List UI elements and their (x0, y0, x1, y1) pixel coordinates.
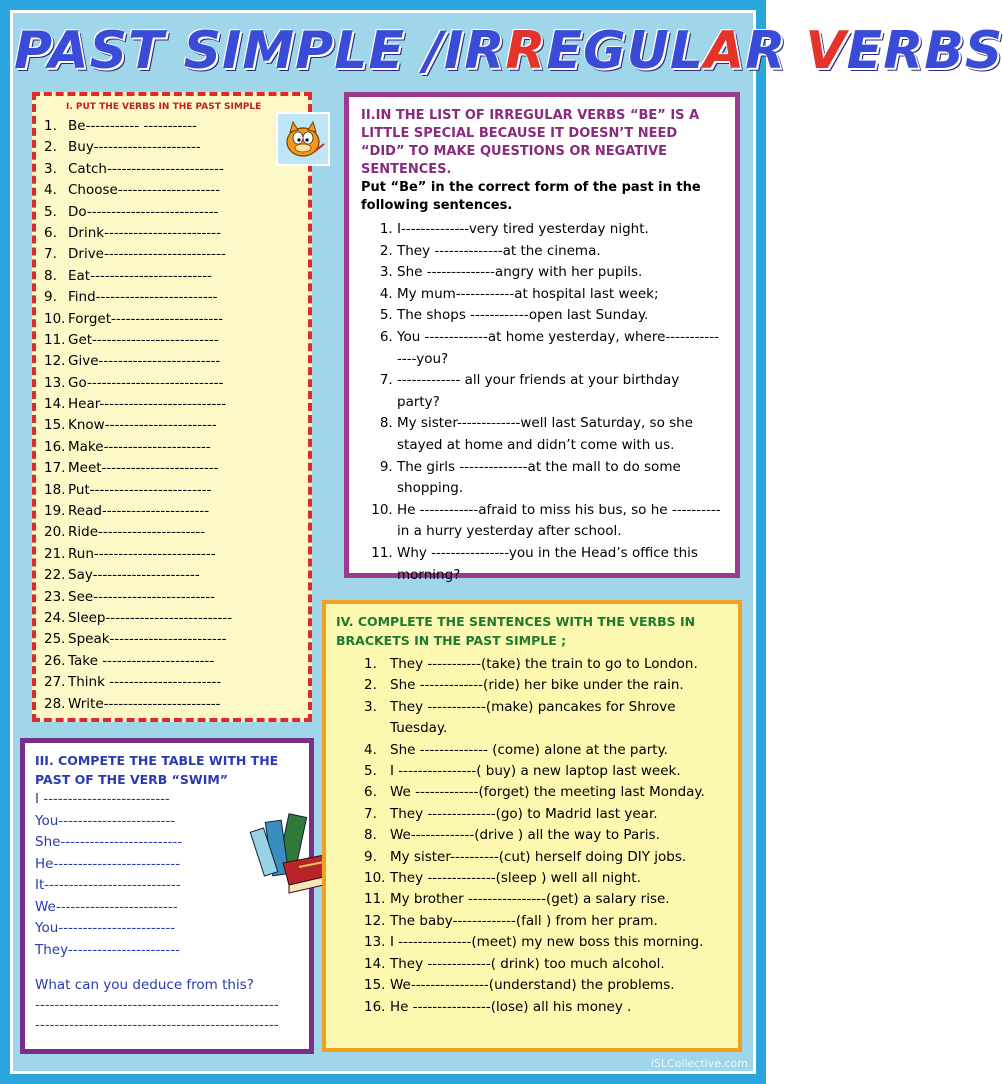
verb-list (44, 116, 300, 715)
item-text: He ----------------(lose) all his money . (390, 998, 632, 1015)
sentence-item (364, 889, 728, 910)
item-number: 14. (44, 396, 66, 413)
item-text: Eat------------------------- (68, 267, 212, 284)
sentence-item (364, 825, 728, 846)
item-number: 11. (364, 891, 386, 908)
section-instruction: Put “Be” in the correct form of the past in the following sentences. (361, 180, 701, 213)
item-text: Choose--------------------- (68, 182, 221, 199)
verb-item (44, 180, 300, 201)
verb-item (44, 223, 300, 244)
item-text: Think ----------------------- (68, 674, 222, 691)
item-number: 22. (44, 567, 66, 584)
pronoun-row: You------------------------ (35, 812, 176, 829)
verb-item (44, 608, 300, 629)
sentence-item (364, 911, 728, 932)
verb-item (44, 137, 300, 158)
sentence-item: 10. He ------------afraid to miss his bus, so he ----------in a hurry yesterday after school. (397, 500, 723, 543)
item-text: I ----------------( buy) a new laptop last week. (390, 763, 681, 780)
item-text: Put------------------------- (68, 481, 212, 498)
item-number: 18. (44, 481, 66, 498)
item-number: 19. (44, 503, 66, 520)
item-number: 28. (44, 695, 66, 712)
item-text: Read---------------------- (68, 503, 210, 520)
item-text: Speak------------------------ (68, 631, 227, 648)
item-number: 6. (364, 784, 377, 801)
sentence-item (364, 804, 728, 825)
verb-item (44, 394, 300, 415)
sentence-item (364, 847, 728, 868)
item-number: 4. (364, 741, 377, 758)
sentence-list (361, 219, 723, 586)
item-number: 10. (364, 870, 386, 887)
verb-item (44, 202, 300, 223)
answer-line: -------------------------------------------------- (35, 1017, 279, 1033)
item-number: 10. (44, 310, 66, 327)
sentence-item: 5. The shops ------------open last Sunday. (397, 305, 723, 327)
item-number: 16. (44, 438, 66, 455)
sentence-item: 1. I--------------very tired yesterday night. (397, 219, 723, 241)
sentence-item (364, 654, 728, 675)
item-text: She -------------- (come) alone at the party. (390, 741, 668, 758)
pronoun-row: She------------------------- (35, 834, 183, 850)
item-number: 6. (44, 224, 57, 241)
sentence-item (364, 782, 728, 803)
sentence-item (364, 954, 728, 975)
item-text: Do--------------------------- (68, 203, 219, 220)
item-number: 9. (364, 848, 377, 865)
item-text: Sleep-------------------------- (68, 609, 233, 626)
pronoun-row: We------------------------- (35, 898, 178, 915)
verb-item (44, 672, 300, 693)
item-text: I ---------------(meet) my new boss this morning. (390, 934, 704, 951)
item-number: 4. (44, 182, 57, 199)
verb-item (44, 415, 300, 436)
item-text: We----------------(understand) the problems. (390, 977, 675, 994)
item-text: Hear-------------------------- (68, 396, 227, 413)
item-number: 14. (364, 955, 386, 972)
sentence-item: 6. You -------------at home yesterday, where---------------you? (397, 327, 723, 370)
sentence-item: 4. My mum------------at hospital last week; (397, 284, 723, 306)
item-text: She -------------(ride) her bike under the rain. (390, 677, 684, 694)
sentence-item (364, 997, 728, 1018)
item-number: 5. (364, 763, 377, 780)
item-text: See------------------------- (68, 588, 215, 605)
verb-item (44, 437, 300, 458)
item-number: 8. (364, 827, 377, 844)
item-number: 25. (44, 631, 66, 648)
garfield-cat-image (276, 112, 330, 166)
sentence-item: 2. They --------------at the cinema. (397, 241, 723, 263)
section-swim-table (20, 738, 314, 1054)
item-text: They --------------(go) to Madrid last year. (390, 805, 658, 822)
item-text: They -------------( drink) too much alcohol. (390, 955, 665, 972)
item-text: They ------------(make) pancakes for Shrove Tuesday. (390, 698, 676, 737)
item-number: 23. (44, 588, 66, 605)
item-number: 11. (44, 331, 66, 348)
item-number: 7. (364, 805, 377, 822)
section-be-past (344, 92, 740, 583)
verb-item (44, 458, 300, 479)
item-text: Meet------------------------ (68, 460, 219, 477)
item-number: 17. (44, 460, 66, 477)
answer-line: -------------------------------------------------- (35, 997, 279, 1013)
verb-item (44, 629, 300, 650)
verb-item (44, 373, 300, 394)
section-heading: III. COMPETE THE TABLE WITH THE PAST OF THE VERB “SWIM” (35, 753, 279, 787)
sentence-item (364, 975, 728, 996)
deduce-question: What can you deduce from this? (35, 977, 254, 993)
item-number: 1. (44, 118, 57, 134)
verb-item (44, 159, 300, 180)
item-number: 27. (44, 674, 66, 691)
item-text: My brother ----------------(get) a salary rise. (390, 891, 670, 908)
sentence-item (364, 740, 728, 761)
item-number: 8. (44, 267, 57, 284)
pronoun-row: It---------------------------- (35, 877, 181, 893)
item-number: 1. (364, 656, 377, 672)
sentence-item: 9. The girls --------------at the mall to do some shopping. (397, 457, 723, 500)
item-number: 9. (44, 289, 57, 306)
sentence-list (336, 654, 728, 1018)
sentence-item: 3. She --------------angry with her pupils. (397, 262, 723, 284)
item-number: 24. (44, 609, 66, 626)
section-heading: IV. COMPLETE THE SENTENCES WITH THE VERBS IN BRACKETS IN THE PAST SIMPLE ; (336, 614, 696, 648)
sentence-item (364, 932, 728, 953)
sentence-item (364, 761, 728, 782)
item-text: Ride---------------------- (68, 524, 206, 541)
item-text: Take ----------------------- (68, 652, 215, 669)
item-text: They --------------(sleep ) well all night. (390, 870, 641, 887)
section-complete-sentences (322, 600, 742, 1052)
verb-item (44, 651, 300, 672)
section-heading: II.IN THE LIST OF IRREGULAR VERBS “BE” IS A LITTLE SPECIAL BECAUSE IT DOESN’T NEED “DID” TO MAKE QUESTIONS OR NEGATIVE SENTENCES. (361, 108, 700, 177)
item-text: They -----------(take) the train to go to London. (390, 656, 698, 672)
sentence-item (364, 697, 728, 740)
item-text: We -------------(forget) the meeting last Monday. (390, 784, 705, 801)
item-number: 2. (364, 677, 377, 694)
item-number: 15. (44, 417, 66, 434)
verb-item (44, 694, 300, 715)
item-number: 20. (44, 524, 66, 541)
item-number: 13. (364, 934, 386, 951)
page-title: PAST SIMPLE /IRREGULAR VERBS (14, 21, 1003, 81)
item-number: 13. (44, 374, 66, 391)
sentence-item (364, 675, 728, 696)
verb-item (44, 266, 300, 287)
verb-item (44, 565, 300, 586)
section-past-simple-list (32, 92, 312, 722)
item-text: Get-------------------------- (68, 331, 219, 348)
verb-item (44, 544, 300, 565)
item-text: Say---------------------- (68, 567, 200, 584)
pronoun-row: I -------------------------- (35, 791, 170, 807)
item-number: 5. (44, 203, 57, 220)
watermark: iSLCollective.com (650, 1057, 748, 1070)
verb-item (44, 244, 300, 265)
sentence-item: 8. My sister-------------well last Saturday, so she stayed at home and didn’t come with us. (397, 413, 723, 456)
item-text: Forget----------------------- (68, 310, 224, 327)
section-heading: I. PUT THE VERBS IN THE PAST SIMPLE (66, 102, 262, 112)
item-number: 21. (44, 545, 66, 562)
verb-item (44, 501, 300, 522)
item-number: 3. (364, 698, 377, 715)
item-number: 15. (364, 977, 386, 994)
item-text: My sister----------(cut) herself doing DIY jobs. (390, 848, 687, 865)
item-text: Go---------------------------- (68, 374, 224, 391)
sentence-item: 11. Why ----------------you in the Head’s office this morning? (397, 543, 723, 586)
verb-item (44, 587, 300, 608)
item-text: Be----------- ----------- (68, 118, 198, 134)
item-text: Know----------------------- (68, 417, 217, 434)
item-text: Make---------------------- (68, 438, 211, 455)
pronoun-row: They----------------------- (35, 941, 180, 958)
item-text: The baby-------------(fall ) from her pram. (390, 912, 658, 929)
sentence-item (364, 868, 728, 889)
item-text: Run------------------------- (68, 545, 216, 562)
item-number: 26. (44, 652, 66, 669)
sentence-item: 7. ------------- all your friends at your birthday party? (397, 370, 723, 413)
verb-item (44, 330, 300, 351)
verb-item (44, 480, 300, 501)
verb-item (44, 522, 300, 543)
verb-item (44, 287, 300, 308)
item-text: Drive------------------------- (68, 246, 226, 263)
pronoun-row: You------------------------ (35, 920, 176, 936)
item-text: Catch------------------------ (68, 160, 224, 177)
item-number: 16. (364, 998, 386, 1015)
verb-item (44, 351, 300, 372)
item-number: 7. (44, 246, 57, 263)
verb-item (44, 116, 300, 137)
item-text: Write------------------------ (68, 695, 221, 712)
item-text: Drink------------------------ (68, 224, 221, 241)
verb-item (44, 309, 300, 330)
item-number: 12. (364, 912, 386, 929)
item-text: We-------------(drive ) all the way to Paris. (390, 827, 660, 844)
item-text: Buy---------------------- (68, 139, 201, 156)
item-text: Find------------------------- (68, 289, 218, 306)
item-number: 2. (44, 139, 57, 156)
item-number: 3. (44, 160, 57, 177)
item-text: Give------------------------- (68, 353, 221, 370)
pronoun-row: He-------------------------- (35, 855, 181, 872)
item-number: 12. (44, 353, 66, 370)
